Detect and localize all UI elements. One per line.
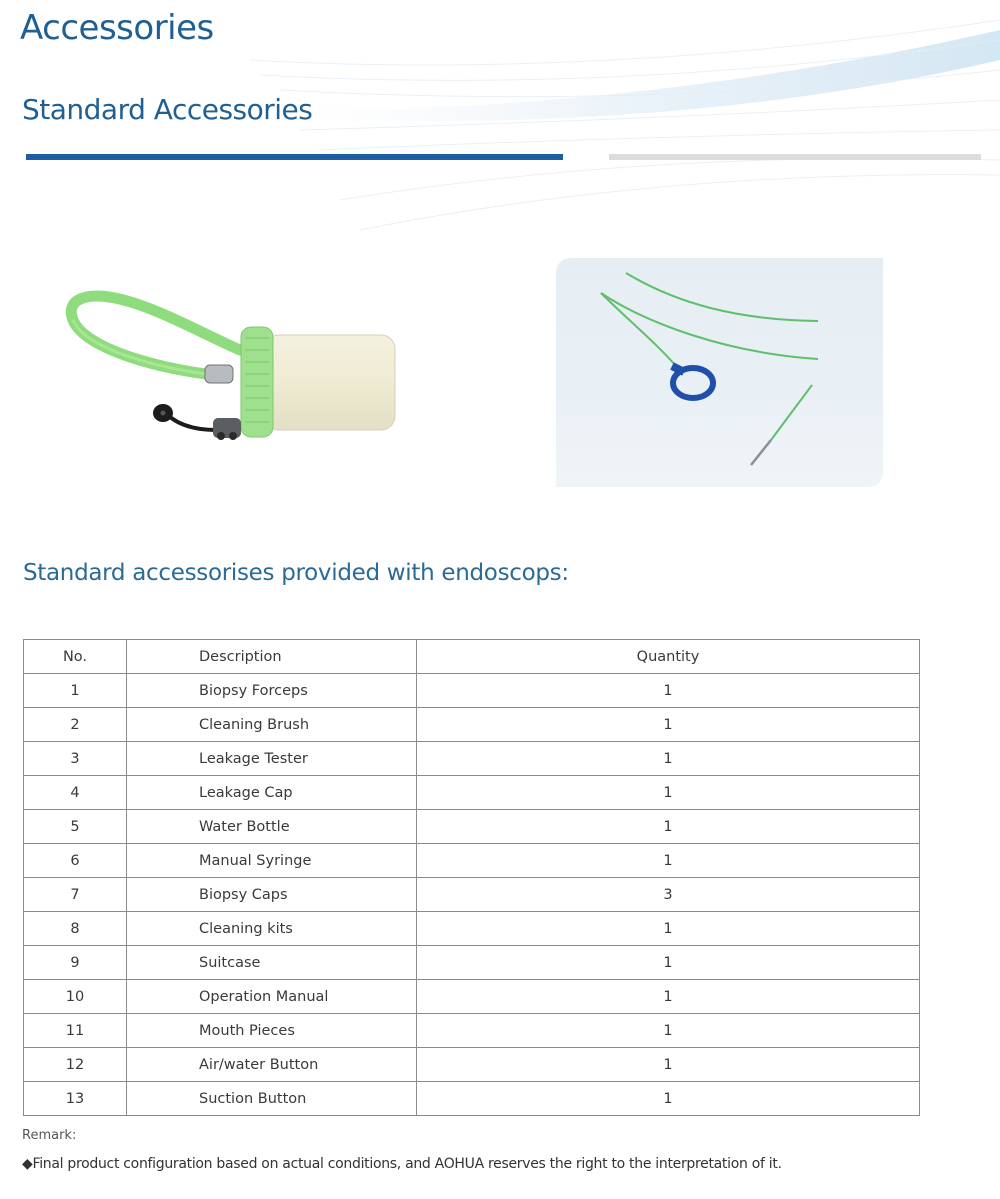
cell-quantity: 1 (417, 946, 920, 980)
table-row (24, 742, 920, 776)
table-row (24, 1014, 920, 1048)
cell-no: 10 (24, 980, 127, 1014)
cell-no: 3 (24, 742, 127, 776)
table-row (24, 946, 920, 980)
remark-text: ◆Final product configuration based on actual conditions, and AOHUA reserves the right to the interpretation of it. (22, 1156, 782, 1172)
cell-quantity: 1 (417, 742, 920, 776)
cell-description: Suction Button (127, 1082, 417, 1116)
cell-description: Operation Manual (127, 980, 417, 1014)
cell-description: Mouth Pieces (127, 1014, 417, 1048)
accessories-table (23, 639, 920, 1116)
header-no: No. (24, 640, 127, 674)
table-row (24, 1048, 920, 1082)
table-row (24, 912, 920, 946)
table-row (24, 844, 920, 878)
cell-no: 12 (24, 1048, 127, 1082)
table-row (24, 810, 920, 844)
table-header-row (24, 640, 920, 674)
table-row (24, 776, 920, 810)
cell-quantity: 1 (417, 1014, 920, 1048)
cell-quantity: 1 (417, 844, 920, 878)
cell-description: Leakage Cap (127, 776, 417, 810)
cell-no: 13 (24, 1082, 127, 1116)
table-row (24, 674, 920, 708)
cell-quantity: 1 (417, 810, 920, 844)
cell-quantity: 1 (417, 980, 920, 1014)
accent-divider (26, 154, 563, 160)
cell-quantity: 1 (417, 1082, 920, 1116)
table-row (24, 708, 920, 742)
cell-no: 1 (24, 674, 127, 708)
cell-description: Biopsy Forceps (127, 674, 417, 708)
cell-quantity: 1 (417, 708, 920, 742)
cell-description: Leakage Tester (127, 742, 417, 776)
cell-description: Suitcase (127, 946, 417, 980)
cell-description: Water Bottle (127, 810, 417, 844)
cell-description: Biopsy Caps (127, 878, 417, 912)
cell-description: Cleaning kits (127, 912, 417, 946)
cell-no: 6 (24, 844, 127, 878)
header-description: Description (127, 640, 417, 674)
gray-divider (609, 154, 981, 160)
cell-no: 11 (24, 1014, 127, 1048)
accessories-list-heading: Standard accessorises provided with endoscops: (23, 560, 569, 586)
header-quantity: Quantity (417, 640, 920, 674)
table-row (24, 980, 920, 1014)
cell-quantity: 1 (417, 912, 920, 946)
cell-no: 9 (24, 946, 127, 980)
cell-quantity: 1 (417, 776, 920, 810)
cell-no: 7 (24, 878, 127, 912)
cleaning-brush-image (556, 258, 883, 487)
page-title: Accessories (20, 8, 214, 48)
table-row (24, 878, 920, 912)
cell-quantity: 1 (417, 674, 920, 708)
section-title: Standard Accessories (22, 93, 313, 126)
cell-no: 4 (24, 776, 127, 810)
cell-no: 8 (24, 912, 127, 946)
cell-no: 5 (24, 810, 127, 844)
cell-description: Cleaning Brush (127, 708, 417, 742)
cell-no: 2 (24, 708, 127, 742)
cell-quantity: 1 (417, 1048, 920, 1082)
remark-label: Remark: (22, 1128, 77, 1143)
cell-description: Air/water Button (127, 1048, 417, 1082)
water-bottle-image (45, 280, 415, 470)
cell-description: Manual Syringe (127, 844, 417, 878)
table-row (24, 1082, 920, 1116)
cell-quantity: 3 (417, 878, 920, 912)
